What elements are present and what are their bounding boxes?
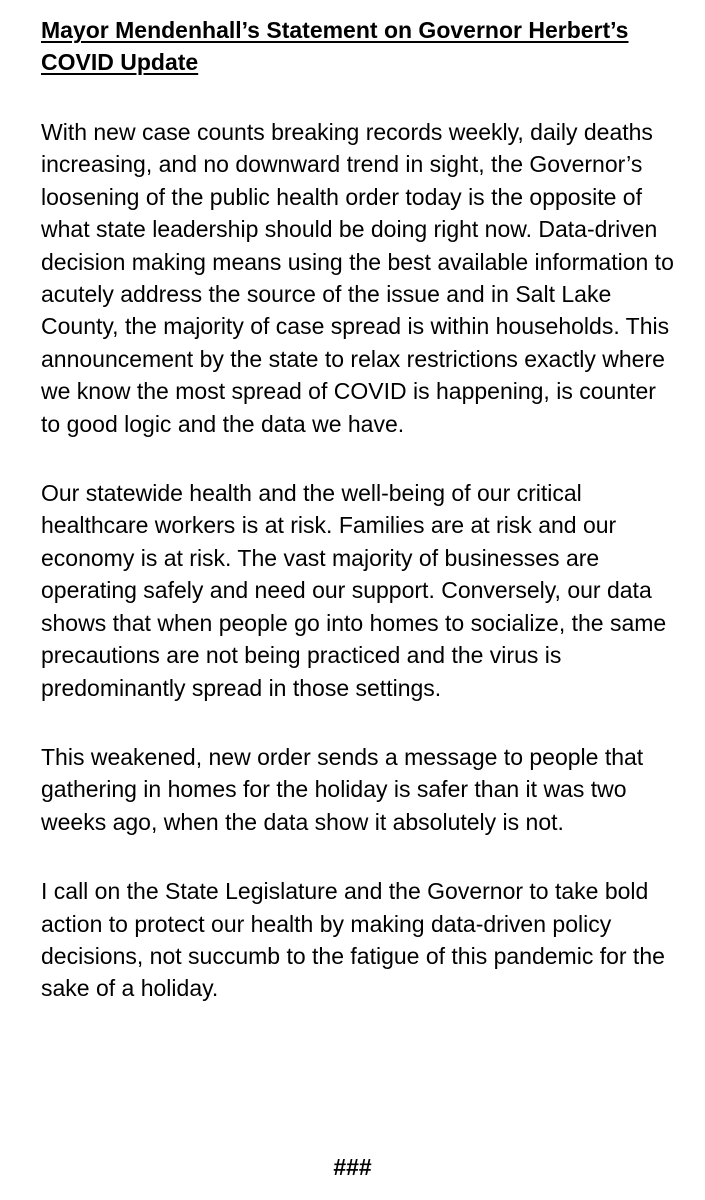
statement-title: Mayor Mendenhall’s Statement on Governor Herbert’s COVID Update (41, 17, 629, 75)
paragraph-weakened-order: This weakened, new order sends a message to people that gathering in homes for the holiday is safer than it was two weeks ago, when the data show it absolutely is not. (41, 743, 644, 835)
paragraph-statewide-health: Our statewide health and the well-being of our critical healthcare workers is at risk. Families are at risk and our economy is at risk. The vast majority of businesses are operating safely and need our support. Conversely, our data shows that when people go into homes to socialize, the same precautions are not being practiced and the virus is predominantly spread in those settings. (41, 480, 667, 701)
end-mark: ### (333, 1154, 372, 1180)
paragraph-call-to-action: I call on the State Legislature and the Governor to take bold action to protect our health by making data-driven policy decisions, not succumb to the fatigue of this pandemic for the sake of a holiday. (41, 878, 665, 1002)
statement-document (41, 14, 681, 1042)
paragraph-case-counts: With new case counts breaking records weekly, daily deaths increasing, and no downward trend in sight, the Governor’s loosening of the public health order today is the opposite of what state leadership should be doing right now. Data-driven decision making means using the best available information to acutely address the source of the issue and in Salt Lake County, the majority of case spread is within households. This announcement by the state to relax restrictions exactly where we know the most spread of COVID is happening, is counter to good logic and the data we have. (41, 119, 674, 437)
